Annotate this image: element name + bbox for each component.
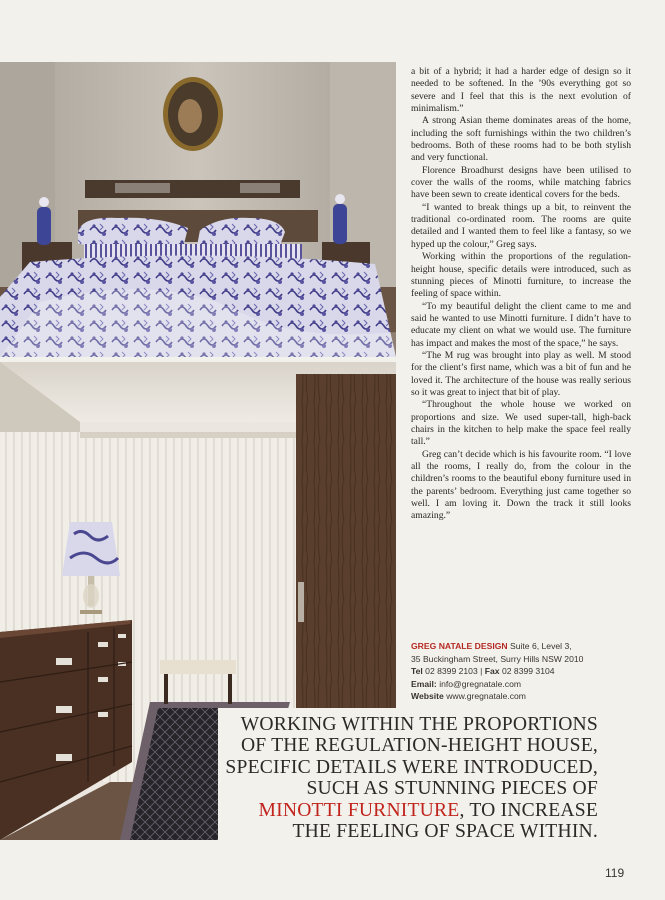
article-paragraph: Greg can’t decide which is his favourite room. “I love all the rooms, I really do, from the colour in the children’s rooms to the beautiful ebony furniture used in the parents’ bedroom. Everything just came together so well. I am loving it. Down the track it still looks amazing.” — [411, 448, 631, 522]
tel-label: Tel — [411, 666, 423, 677]
bedroom-illustration — [0, 62, 396, 357]
website-url: www.gregnatale.com — [446, 691, 526, 702]
article-paragraph: a bit of a hybrid; it had a harder edge of design so it needed to be softened. In the ’90s everything got so severe and I feel that this is the next evolution of minimalism.” — [411, 66, 631, 115]
contact-line-email — [411, 678, 636, 691]
pullquote-line: THE FEELING OF SPACE WITHIN. — [292, 821, 598, 843]
contact-line-address — [411, 640, 636, 653]
fax-number: 02 8399 3104 — [501, 666, 555, 677]
article-paragraph: A strong Asian theme dominates areas of the home, including the soft furnishings within the two children’s bedrooms. Both of these rooms had to be both stylish and very functional. — [411, 115, 631, 164]
pullquote-line: SUCH AS STUNNING PIECES OF — [306, 778, 598, 800]
pullquote-line — [222, 800, 598, 821]
address-line-2: 35 Buckingham Street, Surry Hills NSW 2010 — [411, 653, 584, 664]
pullquote-line-rest: , TO INCREASE — [459, 799, 598, 821]
fax-label: Fax — [484, 666, 500, 677]
separator: | — [480, 666, 483, 677]
contact-line-phone — [411, 665, 636, 678]
contact-details — [411, 640, 636, 703]
article-paragraph: “I wanted to break things up a bit, to reinvent the traditional co-ordinated room. The rooms are quite detailed and I wanted them to feel like a fantasy, so we hyped up the colour,” Greg says. — [411, 201, 631, 250]
bedroom-photo — [0, 62, 396, 357]
address-line-1: Suite 6, Level 3, — [510, 641, 572, 651]
article-paragraph: “The M rug was brought into play as well. M stood for the client’s first name, which was a bit of fun and he loved it. The architecture of the house was really serious so it was great to inject that bit of play. — [411, 349, 631, 398]
article-paragraph: Florence Broadhurst designs have been utilised to cover the walls of the rooms, while matching fabrics have been sewn to create identical covers for the beds. — [411, 164, 631, 201]
article-body — [411, 66, 631, 523]
tel-number: 02 8399 2103 — [425, 666, 478, 677]
website-label: Website — [411, 691, 444, 702]
pullquote-line: SPECIFIC DETAILS WERE INTRODUCED, — [225, 756, 598, 778]
brand-name: GREG NATALE DESIGN — [411, 641, 508, 651]
email-label: Email: — [411, 678, 437, 689]
article-paragraph: “Throughout the whole house we worked on proportions and size. We used super-tall, high-back chairs in the kitchen to help make the space feel really tall.” — [411, 399, 631, 448]
pullquote-line: WORKING WITHIN THE PROPORTIONS — [240, 714, 598, 735]
pull-quote — [222, 714, 598, 842]
pullquote-highlight: MINOTTI FURNITURE — [258, 799, 460, 821]
page-number: 119 — [605, 866, 625, 880]
contact-line-website — [411, 690, 636, 703]
email-address: info@gregnatale.com — [439, 678, 522, 689]
article-paragraph: Working within the proportions of the regulation-height house, specific details were introduced, such as stunning pieces of Minotti furniture, to increase the feeling of space within. — [411, 251, 631, 300]
pullquote-line: OF THE REGULATION-HEIGHT HOUSE, — [240, 735, 598, 757]
article-paragraph: “To my beautiful delight the client came to me and said he wanted to use Minotti furniture. I didn’t have to educate my client on what we would use. The furniture has impact and makes the most of the space,” he says. — [411, 300, 631, 349]
